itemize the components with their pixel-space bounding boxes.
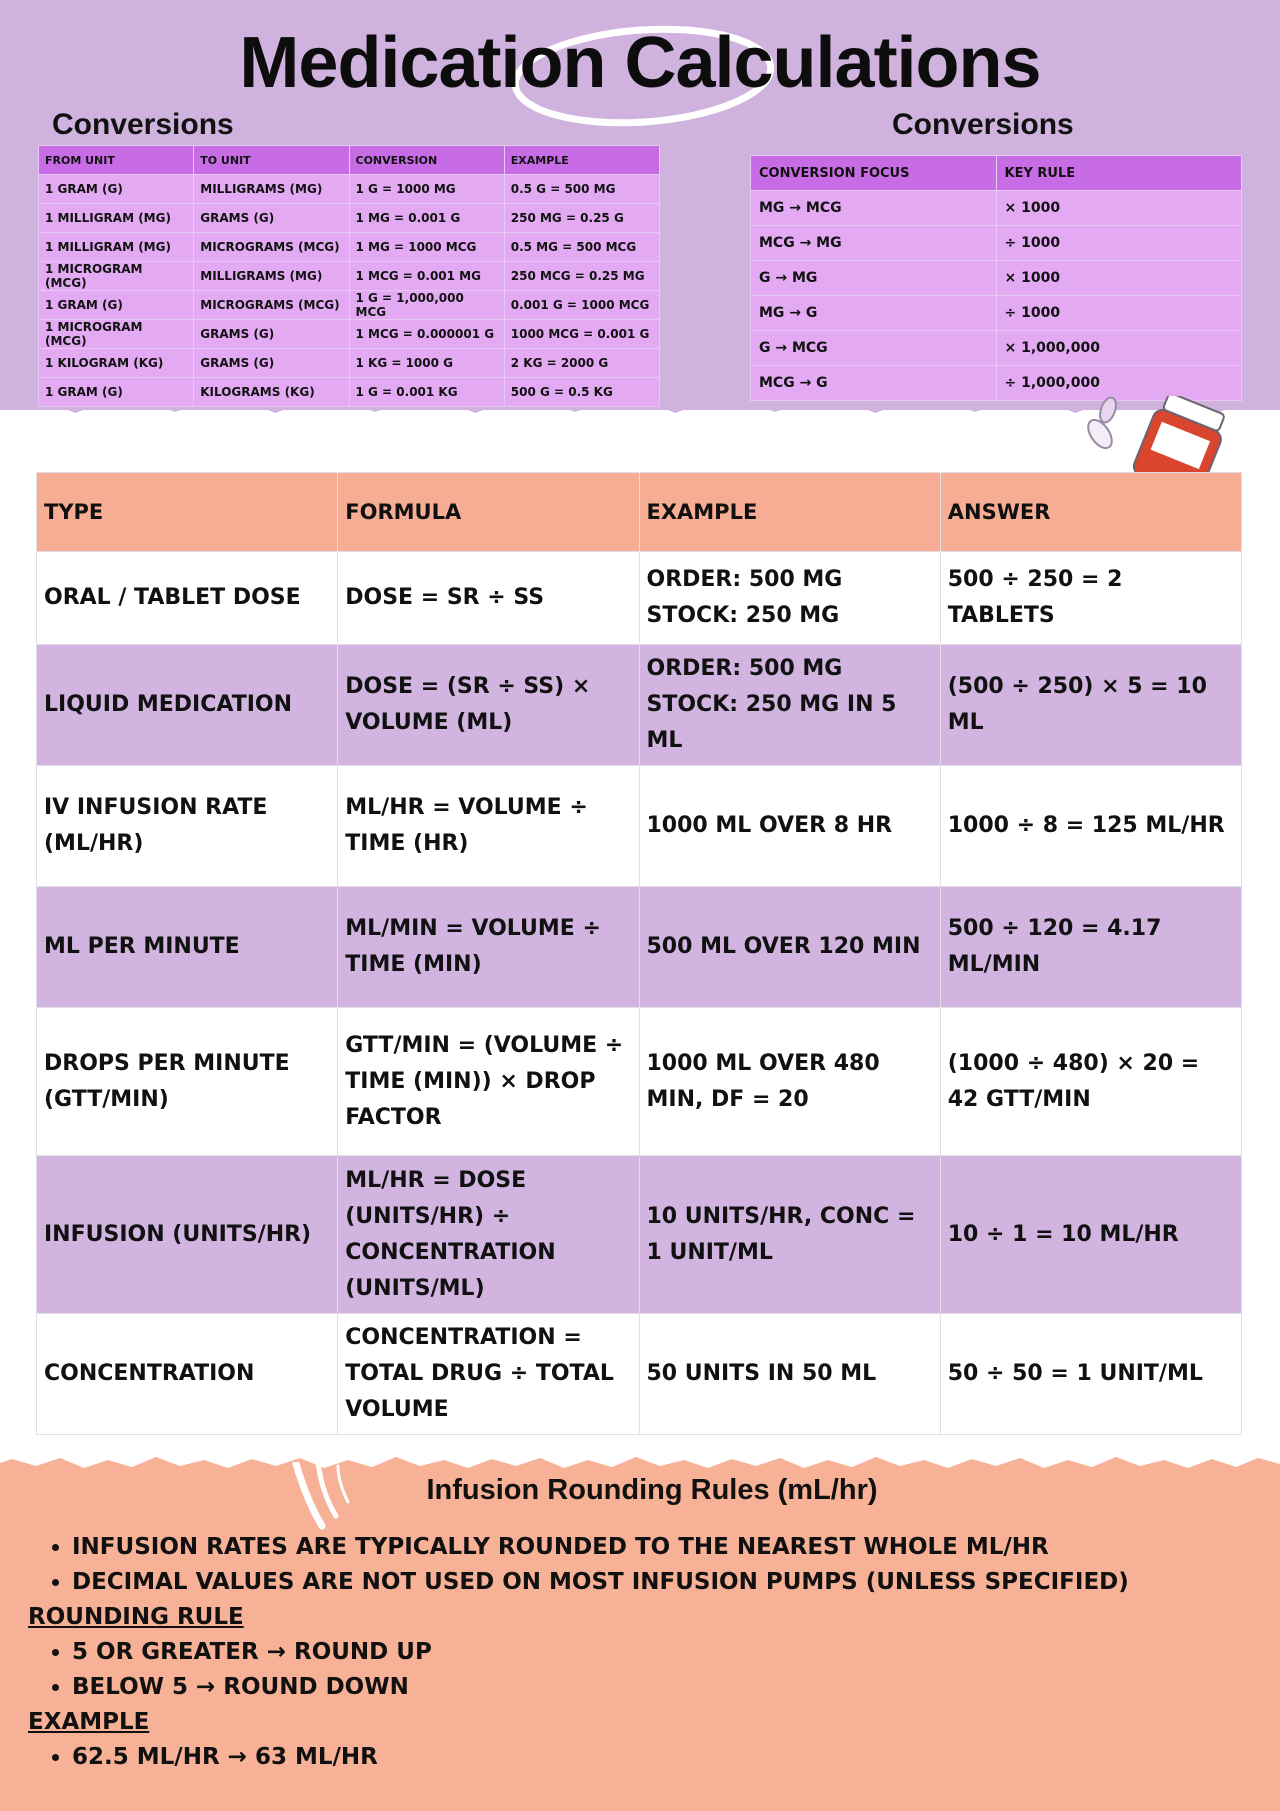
example-heading: EXAMPLE (28, 1709, 150, 1735)
table-row (37, 887, 1242, 1008)
table-cell: ORAL / TABLET DOSE (37, 552, 338, 645)
table-cell: 10 ÷ 1 = 10 ML/HR (940, 1156, 1241, 1314)
table-row (751, 226, 1242, 261)
conversions-heading-right: Conversions (892, 108, 1074, 141)
table-cell: × 1000 (996, 191, 1242, 226)
table-row (39, 262, 660, 291)
medication-formula-table (36, 472, 1242, 1435)
table-cell: 1000 ML OVER 480 MIN, DF = 20 (639, 1008, 940, 1156)
table-cell: GRAMS (G) (194, 349, 349, 378)
table-row (37, 1314, 1242, 1435)
rounding-rules-title: Infusion Rounding Rules (mL/hr) (426, 1474, 878, 1506)
table-cell: ORDER: 500 MG STOCK: 250 MG IN 5 ML (639, 645, 940, 766)
example-list (28, 1740, 1248, 1775)
column-header: CONVERSION FOCUS (751, 156, 997, 191)
pill-bottle-illustration (1070, 396, 1230, 476)
table-cell: 1 GRAM (G) (39, 378, 194, 407)
table-cell: GRAMS (G) (194, 204, 349, 233)
table-cell: 50 ÷ 50 = 1 UNIT/ML (940, 1314, 1241, 1435)
table-cell: ML/HR = DOSE (UNITS/HR) ÷ CONCENTRATION (UNITS/ML) (338, 1156, 639, 1314)
table-cell: 50 UNITS IN 50 ML (639, 1314, 940, 1435)
table-cell: DROPS PER MINUTE (GTT/MIN) (37, 1008, 338, 1156)
table-row (37, 1156, 1242, 1314)
table-cell: 1 MG = 1000 MCG (349, 233, 504, 262)
table-cell: INFUSION (UNITS/HR) (37, 1156, 338, 1314)
table-cell: ÷ 1000 (996, 226, 1242, 261)
conversion-focus-table (750, 155, 1242, 401)
table-cell: 1 MCG = 0.001 MG (349, 262, 504, 291)
rounding-rule-heading: ROUNDING RULE (28, 1604, 244, 1630)
table-cell: CONCENTRATION (37, 1314, 338, 1435)
table-cell: MG → MCG (751, 191, 997, 226)
table-cell: 10 UNITS/HR, CONC = 1 UNIT/ML (639, 1156, 940, 1314)
table-cell: × 1,000,000 (996, 331, 1242, 366)
table-row (39, 378, 660, 407)
table-cell: 2 KG = 2000 G (504, 349, 659, 378)
table-cell: MILLIGRAMS (MG) (194, 175, 349, 204)
table-cell: 1 GRAM (G) (39, 291, 194, 320)
table-header-row (751, 156, 1242, 191)
table-cell: 1 G = 0.001 KG (349, 378, 504, 407)
table-cell: DOSE = SR ÷ SS (338, 552, 639, 645)
table-cell: MICROGRAMS (MCG) (194, 291, 349, 320)
table-header-row (37, 473, 1242, 552)
table-cell: 0.001 G = 1000 MCG (504, 291, 659, 320)
table-row (751, 191, 1242, 226)
rounding-rules-list (28, 1530, 1248, 1775)
table-cell: 250 MG = 0.25 G (504, 204, 659, 233)
table-cell: MICROGRAMS (MCG) (194, 233, 349, 262)
table-row (37, 552, 1242, 645)
list-item: • INFUSION RATES ARE TYPICALLY ROUNDED TO THE NEAREST WHOLE ML/HR (72, 1530, 1248, 1565)
table-cell: ML PER MINUTE (37, 887, 338, 1008)
table-row (37, 1008, 1242, 1156)
table-cell: 1000 MCG = 0.001 G (504, 320, 659, 349)
column-header: KEY RULE (996, 156, 1242, 191)
table-cell: MCG → G (751, 366, 997, 401)
table-cell: 250 MCG = 0.25 MG (504, 262, 659, 291)
table-cell: GRAMS (G) (194, 320, 349, 349)
table-cell: MG → G (751, 296, 997, 331)
table-cell: 1 MILLIGRAM (MG) (39, 233, 194, 262)
column-header: TO UNIT (194, 146, 349, 175)
table-cell: 500 ÷ 120 = 4.17 ML/MIN (940, 887, 1241, 1008)
table-row (751, 296, 1242, 331)
table-cell: (1000 ÷ 480) × 20 = 42 GTT/MIN (940, 1008, 1241, 1156)
table-cell: IV INFUSION RATE (ML/HR) (37, 766, 338, 887)
table-cell: GTT/MIN = (VOLUME ÷ TIME (MIN)) × DROP FACTOR (338, 1008, 639, 1156)
table-cell: 1 KG = 1000 G (349, 349, 504, 378)
table-cell: KILOGRAMS (KG) (194, 378, 349, 407)
column-header: CONVERSION (349, 146, 504, 175)
table-cell: (500 ÷ 250) × 5 = 10 ML (940, 645, 1241, 766)
table-cell: 1 KILOGRAM (KG) (39, 349, 194, 378)
table-cell: ÷ 1,000,000 (996, 366, 1242, 401)
table-row (39, 175, 660, 204)
table-cell: MILLIGRAMS (MG) (194, 262, 349, 291)
table-row (751, 331, 1242, 366)
table-cell: ÷ 1000 (996, 296, 1242, 331)
table-cell: 500 ÷ 250 = 2 TABLETS (940, 552, 1241, 645)
column-header: FROM UNIT (39, 146, 194, 175)
table-row (39, 291, 660, 320)
table-cell: ML/MIN = VOLUME ÷ TIME (MIN) (338, 887, 639, 1008)
column-header-answer: ANSWER (940, 473, 1241, 552)
table-cell: × 1000 (996, 261, 1242, 296)
table-row (37, 766, 1242, 887)
rule-list (28, 1635, 1248, 1705)
conversions-heading-left: Conversions (52, 108, 234, 141)
table-row (37, 645, 1242, 766)
table-cell: 1 MG = 0.001 G (349, 204, 504, 233)
table-cell: 1000 ML OVER 8 HR (639, 766, 940, 887)
table-cell: LIQUID MEDICATION (37, 645, 338, 766)
table-cell: G → MG (751, 261, 997, 296)
column-header-type: TYPE (37, 473, 338, 552)
table-row (39, 320, 660, 349)
table-cell: 1000 ÷ 8 = 125 ML/HR (940, 766, 1241, 887)
list-item: • 62.5 ML/HR → 63 ML/HR (72, 1740, 1248, 1775)
table-cell: 1 MICROGRAM (MCG) (39, 320, 194, 349)
list-item: • BELOW 5 → ROUND DOWN (72, 1670, 1248, 1705)
table-cell: 1 GRAM (G) (39, 175, 194, 204)
table-cell: G → MCG (751, 331, 997, 366)
table-cell: CONCENTRATION = TOTAL DRUG ÷ TOTAL VOLUME (338, 1314, 639, 1435)
table-cell: ML/HR = VOLUME ÷ TIME (HR) (338, 766, 639, 887)
page-title: Medication Calculations (239, 23, 1041, 103)
list-item: • 5 OR GREATER → ROUND UP (72, 1635, 1248, 1670)
column-header-formula: FORMULA (338, 473, 639, 552)
table-cell: 1 MICROGRAM (MCG) (39, 262, 194, 291)
table-row (751, 261, 1242, 296)
table-cell: DOSE = (SR ÷ SS) × VOLUME (ML) (338, 645, 639, 766)
column-header: EXAMPLE (504, 146, 659, 175)
table-row (39, 233, 660, 262)
table-header-row (39, 146, 660, 175)
table-cell: 1 G = 1,000,000 MCG (349, 291, 504, 320)
list-item: • DECIMAL VALUES ARE NOT USED ON MOST INFUSION PUMPS (UNLESS SPECIFIED) (72, 1565, 1248, 1600)
table-cell: 1 G = 1000 MG (349, 175, 504, 204)
column-header-example: EXAMPLE (639, 473, 940, 552)
unit-conversion-table (38, 145, 660, 407)
table-cell: 0.5 MG = 500 MCG (504, 233, 659, 262)
table-cell: 1 MCG = 0.000001 G (349, 320, 504, 349)
table-cell: 1 MILLIGRAM (MG) (39, 204, 194, 233)
table-cell: MCG → MG (751, 226, 997, 261)
table-cell: ORDER: 500 MG STOCK: 250 MG (639, 552, 940, 645)
intro-list (28, 1530, 1248, 1600)
table-row (39, 204, 660, 233)
table-row (39, 349, 660, 378)
table-cell: 500 ML OVER 120 MIN (639, 887, 940, 1008)
table-cell: 500 G = 0.5 KG (504, 378, 659, 407)
table-cell: 0.5 G = 500 MG (504, 175, 659, 204)
